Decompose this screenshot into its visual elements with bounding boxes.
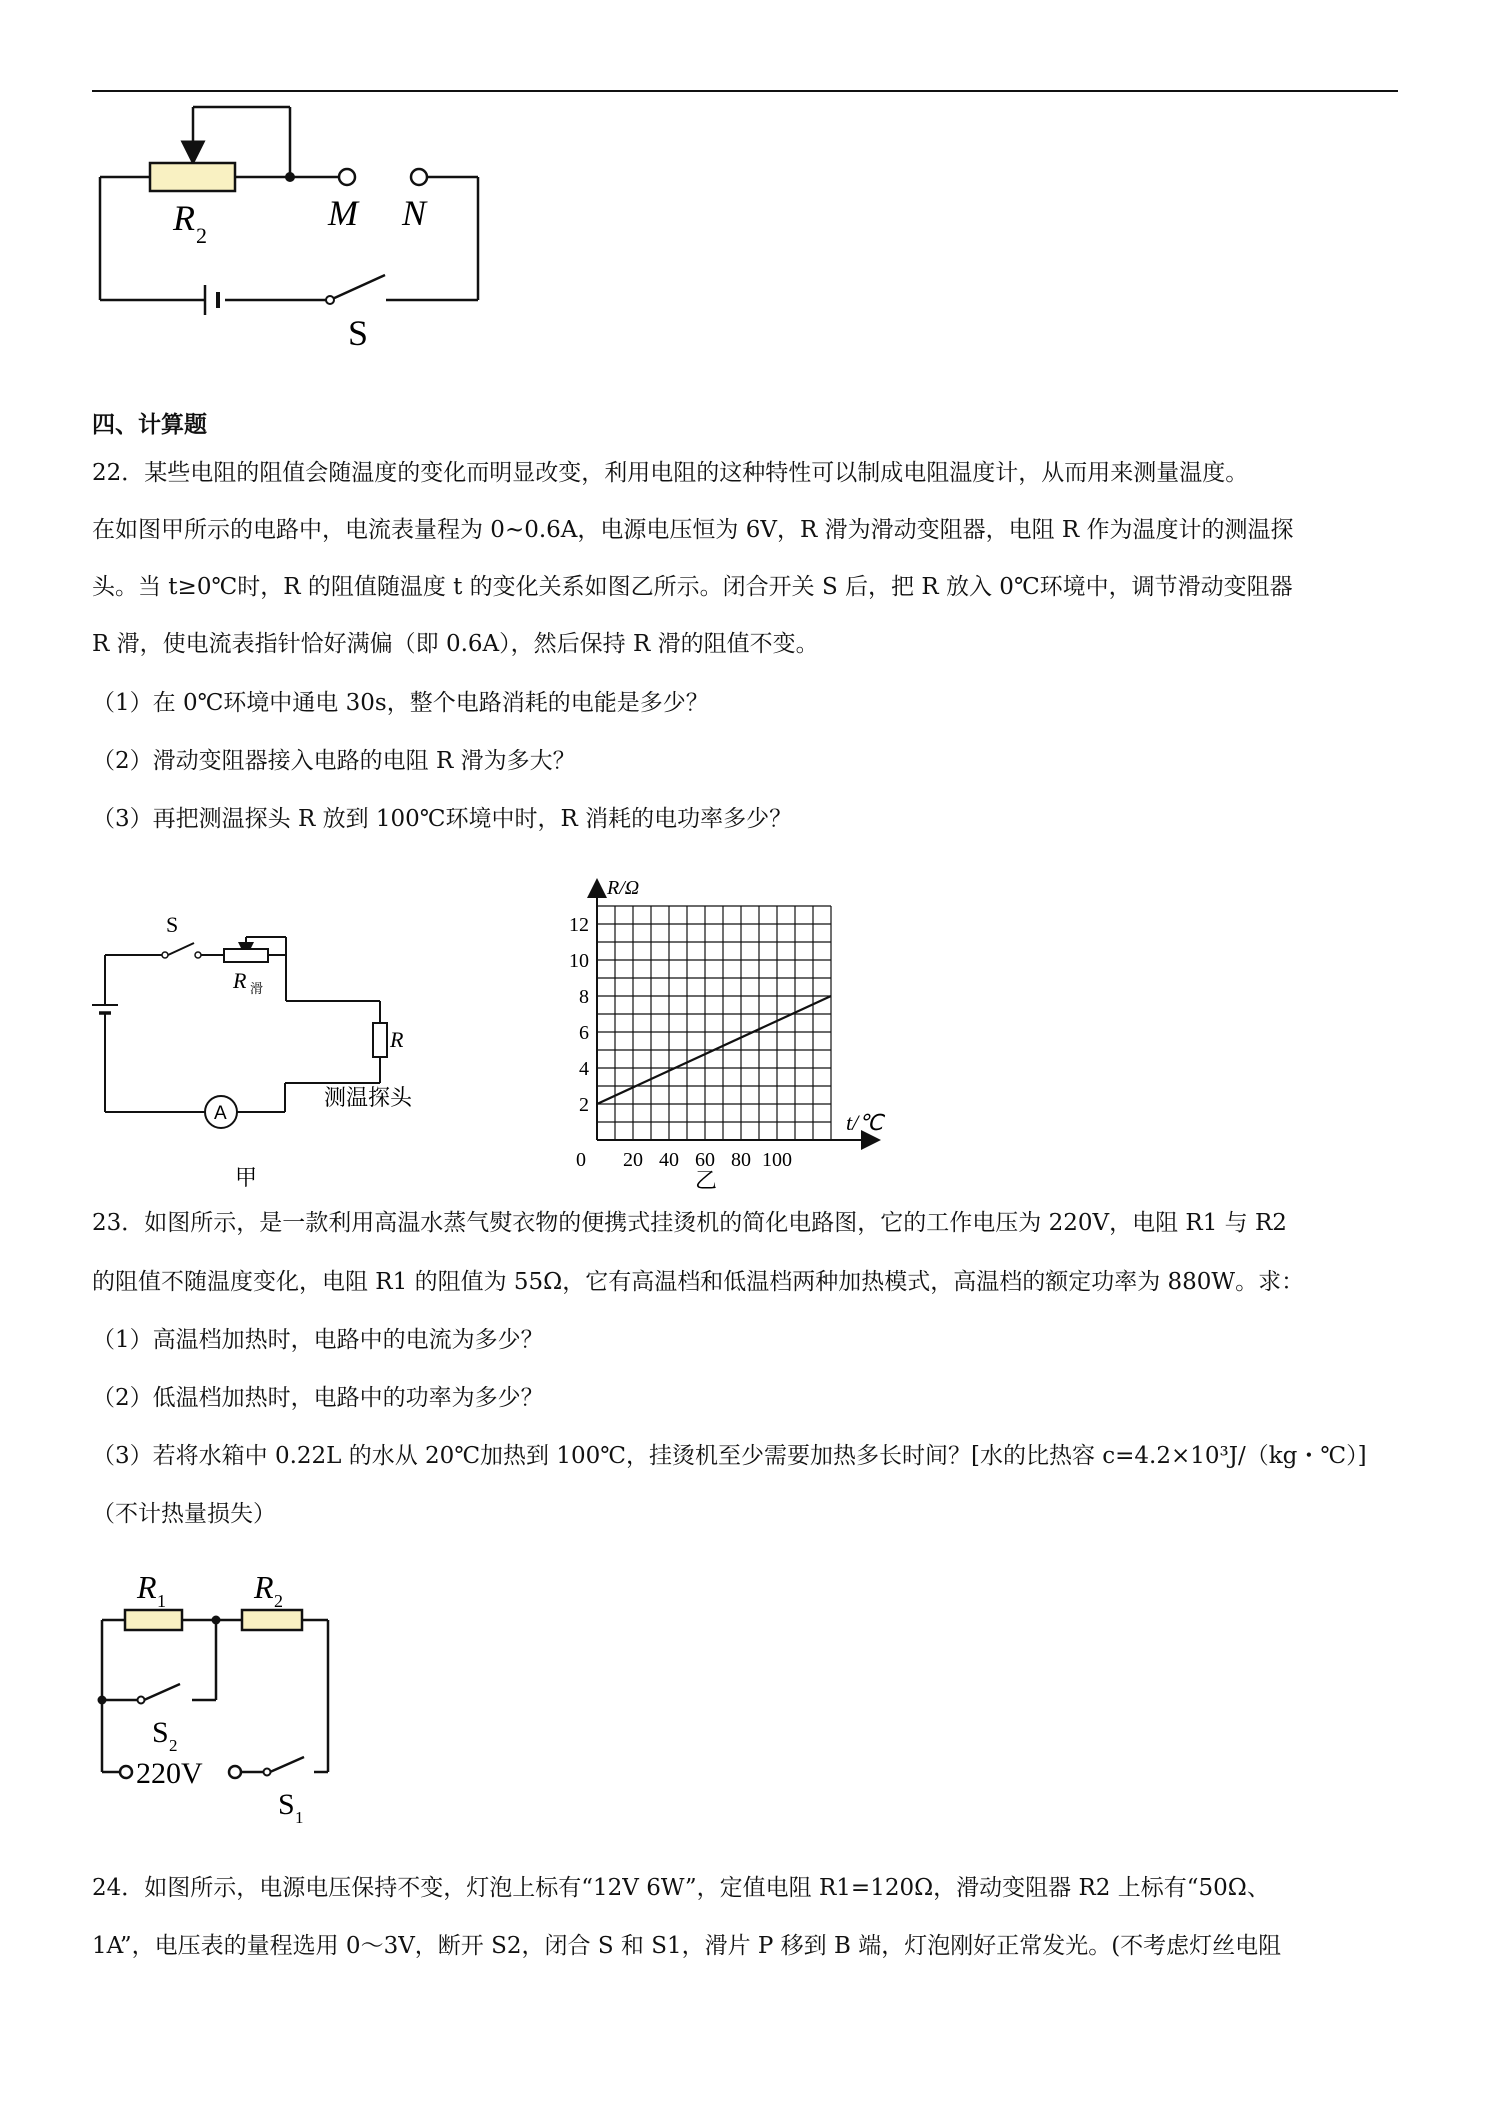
x-tick-label: 100	[762, 1149, 792, 1171]
terminal-n	[411, 169, 427, 185]
y-tick-label: 6	[579, 1022, 589, 1044]
caption-yi: 乙	[695, 1168, 718, 1193]
label-r1: R	[137, 1569, 157, 1605]
q23-sub-3: （3）若将水箱中 0.22L 的水从 20℃加热到 100℃，挂烫机至少需要加热多长时间？[水的比热容 c=4.2×10³J/（kg・℃）]	[92, 1443, 1367, 1469]
label-r-slide-sub: 滑	[250, 981, 264, 996]
label-r-slide: R	[233, 968, 247, 993]
label-r-jia: R	[390, 1027, 404, 1052]
y-tick-label: 4	[579, 1058, 589, 1080]
resistor-r-probe	[373, 1023, 387, 1057]
label-s2-sub: 2	[169, 1736, 178, 1755]
origin-label: 0	[576, 1149, 586, 1171]
label-m: M	[328, 193, 358, 233]
label-s1: S	[278, 1788, 295, 1821]
q23-line-2: 的阻值不随温度变化，电阻 R1 的阻值为 55Ω，它有高温档和低温档两种加热模式，高温档的额定功率为 880W。求：	[92, 1269, 1305, 1295]
q24-line-1: 24．如图所示，电源电压保持不变，灯泡上标有“12V 6W”，定值电阻 R1=120Ω，滑动变阻器 R2 上标有“50Ω、	[92, 1875, 1270, 1901]
q24-line-2: 1A”，电压表的量程选用 0～3V，断开 S2，闭合 S 和 S1，滑片 P 移到 B 端，灯泡刚好正常发光。(不考虑灯丝电阻	[92, 1933, 1282, 1959]
ammeter-label: A	[214, 1103, 227, 1124]
q22-line-2: 在如图甲所示的电路中，电流表量程为 0~0.6A，电源电压恒为 6V，R 滑为滑动变阻器，电阻 R 作为温度计的测温探	[92, 517, 1294, 543]
label-s1-sub: 1	[295, 1808, 304, 1827]
q22-sub-2: （2）滑动变阻器接入电路的电阻 R 滑为多大？	[92, 748, 576, 774]
x-tick-label: 60	[695, 1149, 715, 1171]
q22-sub-3: （3）再把测温探头 R 放到 100℃环境中时，R 消耗的电功率多少？	[92, 806, 793, 832]
x-tick-label: 40	[659, 1149, 679, 1171]
chart-r-vs-t	[555, 850, 915, 1195]
y-axis-label: R/Ω	[607, 877, 640, 899]
resistor-r2-q23	[242, 1610, 302, 1630]
circuit-figure-q23	[90, 1560, 350, 1835]
label-r2: R	[173, 198, 195, 238]
label-n: N	[402, 193, 427, 233]
x-tick-label: 80	[731, 1149, 751, 1171]
y-tick-label: 2	[579, 1094, 589, 1116]
circuit-figure-top	[90, 95, 490, 365]
section-heading: 四、计算题	[92, 412, 207, 438]
label-probe: 测温探头	[324, 1085, 413, 1110]
label-r1-sub: 1	[157, 1591, 166, 1611]
y-tick-label: 12	[569, 914, 589, 936]
q22-sub-1: （1）在 0℃环境中通电 30s，整个电路消耗的电能是多少？	[92, 690, 709, 716]
terminal-m	[339, 169, 355, 185]
circuit-figure-jia	[90, 905, 490, 1195]
resistor-r2	[150, 163, 235, 191]
y-tick-label: 10	[569, 950, 589, 972]
caption-jia: 甲	[235, 1165, 258, 1190]
label-r2-q23-sub: 2	[274, 1591, 283, 1611]
label-s2: S	[152, 1716, 169, 1749]
q23-sub-1: （1）高温档加热时，电路中的电流为多少？	[92, 1327, 544, 1353]
x-axis-label: t/℃	[846, 1110, 883, 1135]
q22-line-1: 22．某些电阻的阻值会随温度的变化而明显改变，利用电阻的这种特性可以制成电阻温度计，从而用来测量温度。	[92, 460, 1249, 486]
q23-sub-4: （不计热量损失）	[92, 1501, 276, 1527]
label-s-jia: S	[166, 912, 179, 937]
q23-line-1: 23．如图所示，是一款利用高温水蒸气熨衣物的便携式挂烫机的简化电路图，它的工作电压为 220V，电阻 R1 与 R2	[92, 1210, 1287, 1236]
label-s: S	[348, 313, 369, 353]
label-r2-sub: 2	[196, 223, 207, 248]
label-r2-q23: R	[254, 1569, 274, 1605]
q22-line-3: 头。当 t≥0℃时，R 的阻值随温度 t 的变化关系如图乙所示。闭合开关 S 后，把 R 放入 0℃环境中，调节滑动变阻器	[92, 574, 1293, 600]
y-tick-label: 8	[579, 986, 589, 1008]
q23-sub-2: （2）低温档加热时，电路中的功率为多少？	[92, 1385, 544, 1411]
q22-line-4: R 滑，使电流表指针恰好满偏（即 0.6A），然后保持 R 滑的阻值不变。	[92, 631, 819, 657]
resistor-r-slide	[224, 949, 268, 962]
header-rule	[92, 90, 1398, 92]
resistor-r1	[125, 1610, 182, 1630]
label-220v: 220V	[136, 1757, 203, 1790]
x-tick-label: 20	[623, 1149, 643, 1171]
